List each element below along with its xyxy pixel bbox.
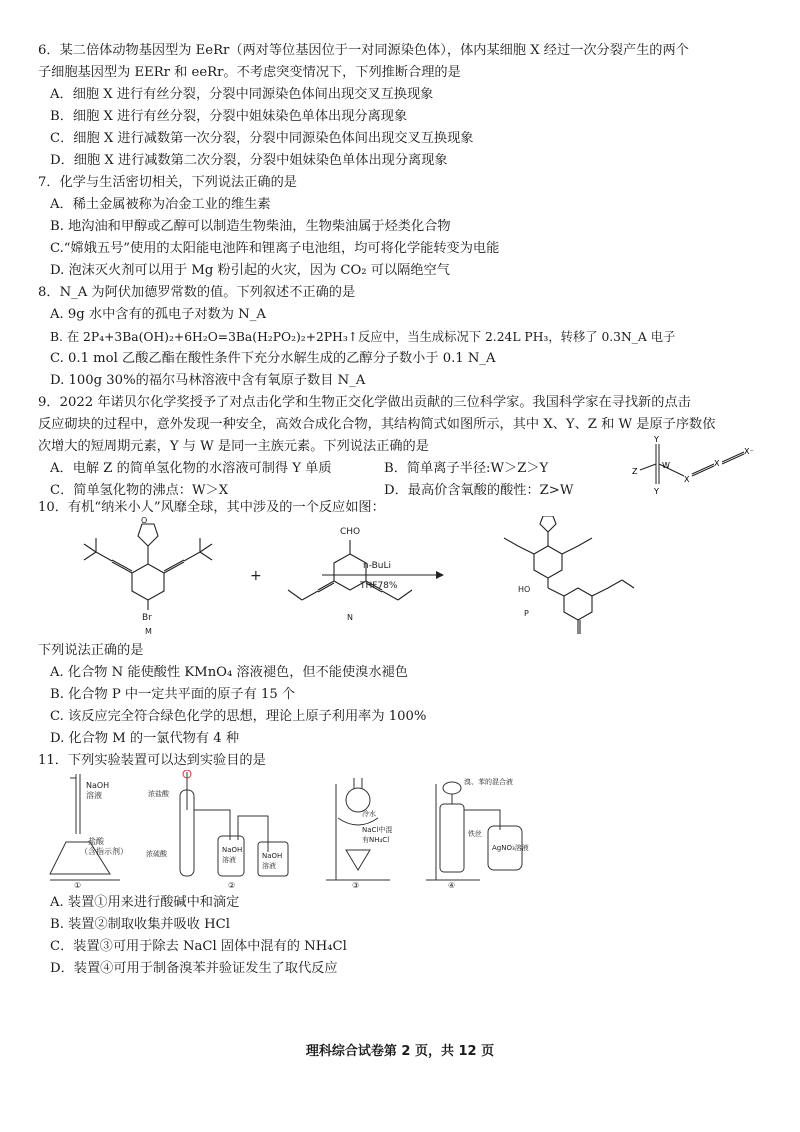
- a4-agno3: AgNO₃溶液: [492, 844, 529, 852]
- q11-apparatus-figure: [40, 770, 640, 890]
- a4-num: ④: [448, 881, 456, 890]
- q7-option-d: D. 泡沫灭火剂可以用于 Mg 粉引起的火灾，因为 CO₂ 可以隔绝空气: [50, 263, 450, 278]
- a1-num: ①: [74, 881, 82, 890]
- a2-naoh: NaOH: [222, 846, 243, 854]
- q9-label-y-bottom: Y: [654, 487, 659, 496]
- molecule-m: [84, 524, 212, 610]
- label-p: P: [524, 609, 529, 618]
- q9-option-d: D．最高价含氧酸的酸性：Z>W: [384, 483, 574, 498]
- label-ho: HO: [518, 585, 531, 594]
- a1-hcl: 盐酸: [88, 837, 104, 846]
- q9-option-c: C．简单氢化物的沸点：W＞X: [50, 483, 229, 498]
- label-br: Br: [142, 613, 152, 623]
- a3-nh4: 有NH₄Cl: [362, 836, 390, 844]
- q9-label-x1: X: [684, 475, 690, 484]
- a1-naoh: NaOH: [86, 781, 110, 790]
- a3-num: ③: [352, 881, 360, 890]
- q8-option-b: B. 在 2P₄+3Ba(OH)₂+6H₂O=3Ba(H₂PO₂)₂+2PH₃↑反应中，当生成标况下 2.24L PH₃，转移了 0.3N_A 电子: [50, 330, 676, 344]
- q10-reaction-scheme: [60, 516, 750, 640]
- q10-stem: 10．有机“纳米小人”风靡全球，其中涉及的一个反应如图：: [38, 500, 385, 515]
- label-reagent: n-BuLi: [363, 561, 392, 571]
- q6-stem-line2: 子细胞基因型为 EERr 和 eeRr。不考虑突变情况下，下列推断合理的是: [38, 65, 461, 80]
- q8-option-c: C. 0.1 mol 乙酸乙酯在酸性条件下充分水解生成的乙醇分子数小于 0.1 N_A: [50, 351, 496, 366]
- q7-option-a: A．稀土金属被称为冶金工业的维生素: [50, 197, 271, 212]
- q6-option-b: B．细胞 X 进行有丝分裂，分裂中姐妹染色单体出现分离现象: [50, 109, 408, 124]
- a4-mix: 溴、苯的混合液: [464, 778, 513, 786]
- label-m: M: [145, 627, 152, 636]
- q8-option-a: A. 9g 水中含有的孤电子对数为 N_A: [50, 307, 266, 322]
- q6-stem-line1: 6．某二倍体动物基因型为 EeRr（两对等位基因位于一对同源染色体），体内某细胞 X 经过一次分裂产生的两个: [38, 43, 689, 58]
- plus-sign: +: [250, 568, 262, 584]
- q10-option-b: B. 化合物 P 中一定共平面的原子有 15 个: [50, 687, 296, 702]
- a2-sol2: 溶液: [262, 862, 276, 870]
- q10-option-d: D. 化合物 M 的一氯代物有 4 种: [50, 731, 240, 746]
- a3-water: 冷水: [362, 810, 376, 818]
- a1-ind: （含指示剂）: [80, 847, 128, 856]
- q6-option-d: D．细胞 X 进行减数第二次分裂，分裂中姐妹染色单体出现分离现象: [50, 153, 448, 168]
- q11-option-d: D．装置④可用于制备溴苯并验证发生了取代反应: [50, 961, 338, 976]
- q7-option-c: C.“嫦娥五号”使用的太阳能电池阵和锂离子电池组，均可将化学能转变为电能: [50, 241, 500, 256]
- a4-fe: 铁丝: [468, 830, 482, 838]
- label-n: N: [347, 613, 353, 622]
- label-cho: CHO: [340, 527, 361, 537]
- q9-label-y-top: Y: [654, 435, 659, 444]
- a2-num: ②: [228, 881, 236, 890]
- q9-stem-line1: 9．2022 年诺贝尔化学奖授予了对点击化学和生物正交化学做出贡献的三位科学家。我国科学家在寻找新的点击: [38, 395, 691, 410]
- label-solvent: THF78%: [360, 581, 398, 591]
- q11-option-c: C．装置③可用于除去 NaCl 固体中混有的 NH₄Cl: [50, 939, 347, 954]
- q9-structure-figure: [626, 432, 776, 498]
- q8-option-d: D. 100g 30%的福尔马林溶液中含有氧原子数目 N_A: [50, 373, 366, 388]
- a1-sol: 溶液: [86, 791, 102, 800]
- q9-stem-line3: 次增大的短周期元素，Y 与 W 是同一主族元素。下列说法正确的是: [38, 439, 429, 454]
- q10-stem2: 下列说法正确的是: [38, 643, 144, 658]
- q6-option-c: C．细胞 X 进行减数第一次分裂，分裂中同源染色体间出现交叉互换现象: [50, 131, 474, 146]
- svg-text:O: O: [141, 516, 148, 525]
- a2-h2so4: 浓硫酸: [146, 850, 167, 858]
- q9-stem-line2: 反应砌块的过程中，意外发现一种安全，高效合成化合物，其结构简式如图所示，其中 X、Y、Z 和 W 是原子序数依: [38, 417, 716, 432]
- reaction-arrow-head: [436, 571, 444, 579]
- a3-nacl: NaCl中混: [362, 826, 393, 834]
- q11-option-a: A. 装置①用来进行酸碱中和滴定: [50, 895, 240, 910]
- q11-option-b: B. 装置②制取收集并吸收 HCl: [50, 917, 230, 932]
- a2-hcl: 浓盐酸: [148, 790, 169, 798]
- q9-option-a: A．电解 Z 的简单氢化物的水溶液可制得 Y 单质: [50, 461, 332, 476]
- molecule-n: [288, 540, 412, 600]
- q11-stem: 11．下列实验装置可以达到实验目的是: [38, 753, 266, 768]
- q7-stem: 7．化学与生活密切相关，下列说法正确的是: [38, 175, 297, 190]
- q8-stem: 8．N_A 为阿伏加德罗常数的值。下列叙述不正确的是: [38, 285, 356, 300]
- q10-option-a: A. 化合物 N 能使酸性 KMnO₄ 溶液褪色，但不能使溴水褪色: [50, 665, 408, 680]
- q9-label-z: Z: [632, 467, 638, 476]
- q6-option-a: A．细胞 X 进行有丝分裂，分裂中同源染色体间出现交叉互换现象: [50, 87, 434, 102]
- q9-label-x2: X: [714, 459, 720, 468]
- q10-option-c: C. 该反应完全符合绿色化学的思想，理论上原子利用率为 100%: [50, 709, 427, 724]
- apparatus-1: [50, 774, 120, 880]
- q7-option-b: B. 地沟油和甲醇或乙醇可以制造生物柴油，生物柴油属于烃类化合物: [50, 219, 451, 234]
- q9-label-x3: X⁻: [744, 447, 754, 456]
- q9-option-b: B．简单离子半径:W＞Z＞Y: [384, 461, 549, 476]
- a2-sol: 溶液: [222, 856, 236, 864]
- a2-naoh2: NaOH: [262, 852, 283, 860]
- q9-label-w: W: [662, 461, 670, 470]
- page-footer: 理科综合试卷第 2 页，共 12 页: [305, 1044, 495, 1059]
